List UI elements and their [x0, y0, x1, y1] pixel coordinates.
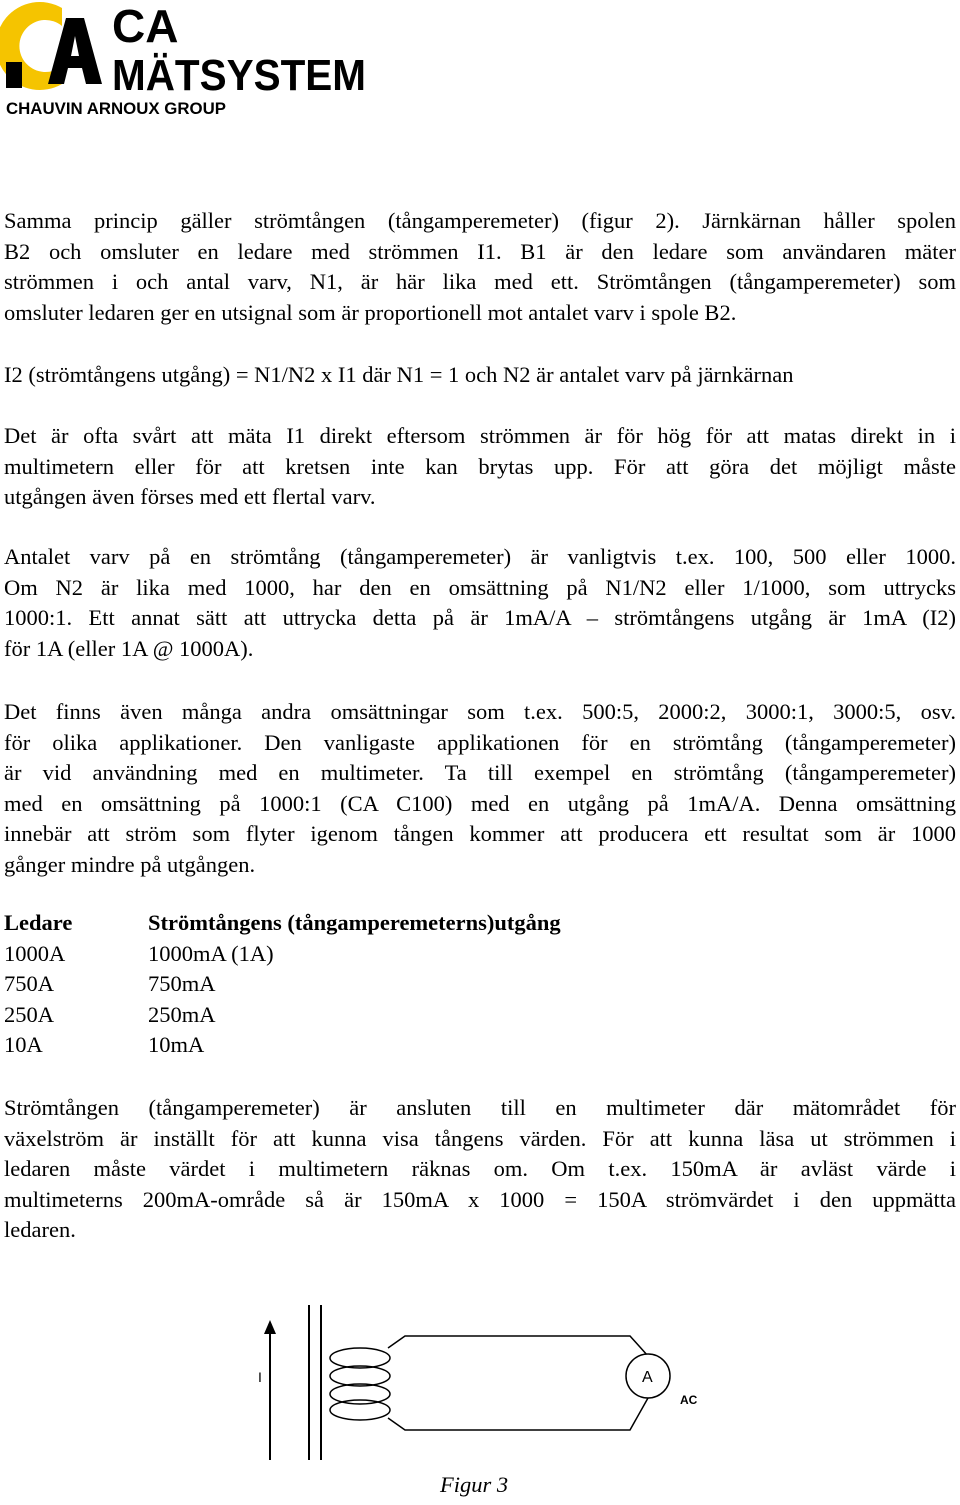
- table-cell: 250mA: [148, 1001, 216, 1027]
- ac-label: AC: [680, 1393, 698, 1407]
- table-cell: 1000mA (1A): [148, 940, 274, 966]
- table-row: [4, 1000, 561, 1031]
- text-line: gånger mindre på utgången.: [4, 851, 256, 877]
- current-label: I: [258, 1369, 262, 1385]
- text-line: för olika applikationer. Den vanligaste applikationen för en strömtång (tångamperemeter): [4, 729, 956, 755]
- text-line: multimeterns 200mA-område så är 150mA x 1000 = 150A strömvärdet i den uppmätta: [4, 1186, 956, 1212]
- text-line: B2 och omsluter en ledare med strömmen I1. B1 är den ledare som användaren mäter: [4, 238, 956, 264]
- text-line: omsluter ledaren ger en utsignal som är proportionell mot antalet varv i spole B2.: [4, 299, 737, 325]
- table-cell: 750A: [4, 971, 54, 996]
- logo-brand-ca: CA: [112, 0, 179, 52]
- secondary-coil: [330, 1348, 390, 1420]
- table-row: [4, 969, 561, 1000]
- text-line: ledaren måste värdet i multimetern räknas om. Om t.ex. 150mA är avläst värde i: [4, 1156, 956, 1181]
- conversion-table: [4, 908, 561, 1061]
- ca-matsystem-logo: [0, 0, 370, 120]
- table-cell: 750mA: [148, 971, 216, 996]
- ammeter-label: A: [642, 1369, 653, 1386]
- text-line: utgången även förses med ett flertal varv.: [4, 484, 376, 509]
- logo-group-name: CHAUVIN ARNOUX GROUP: [6, 99, 226, 118]
- text-line: är vid användning med en multimeter. Ta till exempel en strömtång (tångamperemeter): [4, 760, 956, 785]
- table-header-cell: Ledare: [4, 910, 73, 935]
- text-line: Det är ofta svårt att mäta I1 direkt eftersom strömmen är för hög för att matas direkt in i: [4, 423, 956, 448]
- paragraph-principle: [4, 206, 956, 328]
- text-line: I2 (strömtångens utgång) = N1/N2 x I1 där N1 = 1 och N2 är antalet varv på järnkärnan: [4, 362, 794, 387]
- current-arrow-head: [264, 1320, 276, 1334]
- text-line: växelström är inställt för att kunna visa tångens värden. För att kunna läsa ut strömmen i: [4, 1125, 956, 1151]
- paragraph-measurement: [4, 421, 956, 513]
- text-line: ledaren.: [4, 1217, 76, 1242]
- text-line: 1000:1. Ett annat sätt att uttrycka detta på är 1mA/A – strömtångens utgång är 1mA (I2): [4, 605, 956, 630]
- text-line: för 1A (eller 1A @ 1000A).: [4, 635, 254, 661]
- text-line: innebär att ström som flyter igenom tången kommer att producera ett resultat som är 1000: [4, 821, 956, 846]
- table-cell: 1000A: [4, 940, 66, 966]
- text-line: strömmen i och antal varv, N1, är här lika med ett. Strömtången (tångamperemeter) som: [4, 269, 956, 294]
- paragraph-reading: [4, 1093, 956, 1246]
- wire-bottom: [388, 1398, 648, 1430]
- text-line: Antalet varv på en strömtång (tångamperemeter) är vanligtvis t.ex. 100, 500 eller 1000.: [4, 544, 956, 569]
- wire-top: [388, 1336, 648, 1356]
- text-line: Strömtången (tångamperemeter) är ansluten till en multimeter där mätområdet för: [4, 1095, 956, 1120]
- paragraph-turns: [4, 542, 956, 664]
- table-cell: 250A: [4, 1001, 54, 1027]
- text-line: med en omsättning på 1000:1 (CA C100) med en utgång på 1mA/A. Denna omsättning: [4, 790, 956, 816]
- table-cell: 10mA: [148, 1032, 205, 1057]
- table-header-cell: Strömtångens (tångamperemeterns)utgång: [148, 910, 561, 935]
- figure-caption: Figur 3: [440, 1472, 509, 1497]
- ca-logo-mark: [0, 2, 102, 90]
- text-line: Samma princip gäller strömtången (tångamperemeter) (figur 2). Järnkärnan håller spolen: [4, 208, 956, 233]
- text-line: multimetern eller för att kretsen inte kan brytas upp. För att göra det möjligt måste: [4, 453, 956, 479]
- formula-line: [4, 360, 956, 391]
- table-row: [4, 939, 561, 970]
- logo-brand-matsystem: MÄTSYSTEM: [112, 51, 366, 100]
- paragraph-ratios: [4, 697, 956, 880]
- text-line: Om N2 är lika med 1000, har den en omsättning på N1/N2 eller 1/1000, som uttrycks: [4, 574, 956, 600]
- table-cell: 10A: [4, 1032, 43, 1057]
- table-header-row: [4, 908, 561, 939]
- current-clamp-diagram: [250, 1300, 720, 1465]
- table-row: [4, 1030, 561, 1061]
- text-line: Det finns även många andra omsättningar som t.ex. 500:5, 2000:2, 3000:1, 3000:5, osv.: [4, 699, 956, 724]
